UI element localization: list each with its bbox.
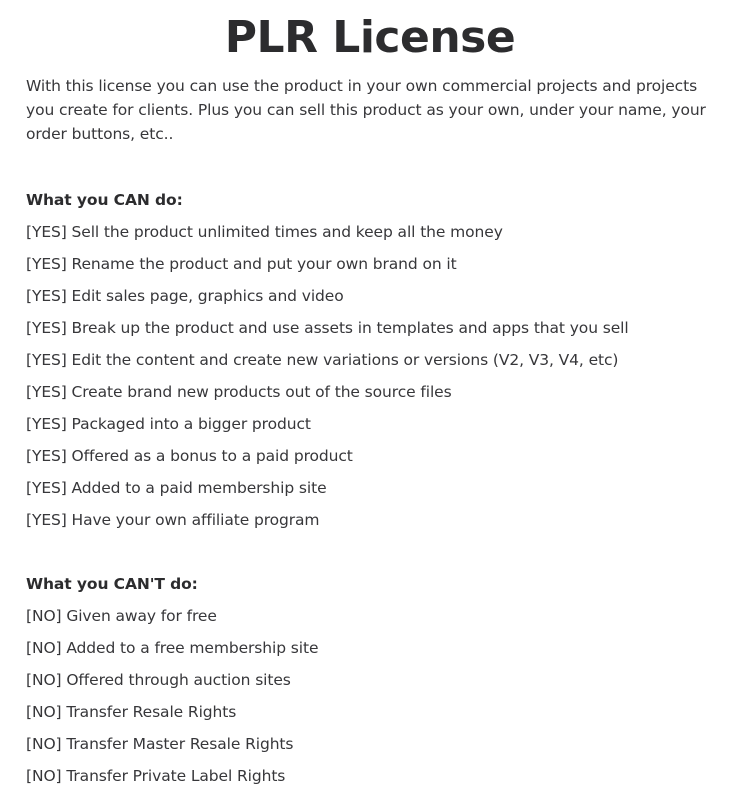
cant-do-item: [NO] Given away for free xyxy=(26,607,217,625)
can-do-item: [YES] Added to a paid membership site xyxy=(26,479,327,497)
cant-do-item: [NO] Transfer Resale Rights xyxy=(26,703,237,721)
cant-do-section xyxy=(26,568,714,792)
page-title: PLR License xyxy=(224,12,516,63)
can-do-heading: What you CAN do: xyxy=(26,191,183,209)
can-do-item: [YES] Sell the product unlimited times and keep all the money xyxy=(26,223,503,241)
can-do-item: [YES] Break up the product and use assets in templates and apps that you sell xyxy=(26,319,629,337)
can-do-item: [YES] Have your own affiliate program xyxy=(26,511,320,529)
cant-do-item: [NO] Transfer Private Label Rights xyxy=(26,767,286,785)
cant-do-item: [NO] Offered through auction sites xyxy=(26,671,291,689)
can-do-list xyxy=(26,216,714,536)
can-do-item: [YES] Rename the product and put your own brand on it xyxy=(26,255,457,273)
cant-do-item: [NO] Transfer Master Resale Rights xyxy=(26,735,294,753)
cant-do-item: [NO] Added to a free membership site xyxy=(26,639,319,657)
can-do-item: [YES] Packaged into a bigger product xyxy=(26,415,311,433)
can-do-item: [YES] Create brand new products out of the source files xyxy=(26,383,452,401)
cant-do-heading: What you CAN'T do: xyxy=(26,575,198,593)
can-do-item: [YES] Edit sales page, graphics and video xyxy=(26,287,344,305)
can-do-item: [YES] Offered as a bonus to a paid product xyxy=(26,447,353,465)
cant-do-list xyxy=(26,600,714,792)
can-do-section xyxy=(26,184,714,536)
intro-paragraph: With this license you can use the product in your own commercial projects and projects you create for clients. Plus you can sell this product as your own, under your name, your order buttons, etc.. xyxy=(26,77,706,143)
can-do-item: [YES] Edit the content and create new variations or versions (V2, V3, V4, etc) xyxy=(26,351,619,369)
